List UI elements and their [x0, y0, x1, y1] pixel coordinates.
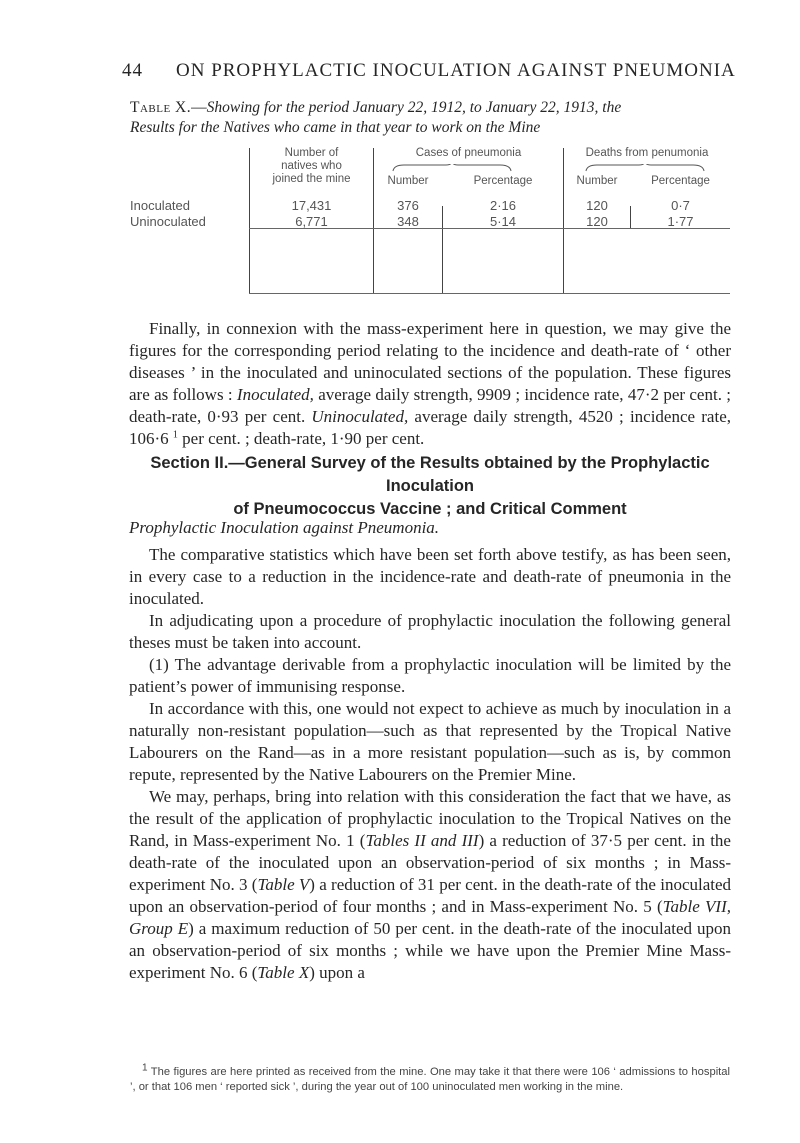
paragraph: (1) The advantage derivable from a prophylactic inoculation will be limited by the patient’s power of immunising response. — [129, 655, 731, 696]
table-cell: 6,771 — [295, 214, 328, 229]
col-group-cases: Cases of pneumonia — [415, 147, 522, 159]
col-group-deaths: Deaths from penumonia — [585, 147, 709, 159]
row-label: Inoculated — [130, 198, 190, 213]
col-header-deaths-number: Number — [576, 175, 618, 187]
paragraph: In accordance with this, one would not expect to achieve as much by inoculation in a naturally non-resistant population—such as that represented by the Tropical Native Labourers on the Rand—as in a more resistant population—such as is, by common repute, represented by the Native Labourers on the Premier Mine. — [129, 699, 731, 784]
paragraph: The comparative statistics which have been set forth above testify, as has been seen, in every case to a reduction in the incidence-rate and death-rate of pneumonia in the inoculated. — [129, 545, 731, 608]
section-heading: Section II.—General Survey of the Results obtained by the Prophylactic Inoculation of Pneumococcus Vaccine ; and Critical Comment — [150, 454, 710, 518]
col-header-joined: Number of natives who joined the mine — [272, 147, 351, 185]
row-label: Uninoculated — [130, 214, 206, 229]
footnote: $^1$ The figures are here printed as received from the mine. One may take it that there were 106 ‘ admissions to hospital ’, or that 106 men ‘ reported sick ’, during the year out of 100 uninoculated men working in the mine. — [130, 1062, 730, 1093]
col-header-cases-number: Number — [387, 175, 429, 187]
table-cell: 120 — [586, 198, 608, 213]
table-label: Table X. — [130, 99, 192, 116]
col-header-deaths-percentage: Percentage — [651, 175, 710, 187]
bottom-rule — [249, 293, 730, 294]
data-table — [130, 148, 730, 294]
caption-line-2: Results for the Natives who came in that year to work on the Mine — [130, 119, 541, 136]
paragraph: We may, perhaps, bring into relation with this consideration the fact that we have, as the result of the application of prophylactic inoculation to the Tropical Natives on the Rand, in Mass-experiment No. 1 (Tables II and III) a reduction of 37·5 per cent. in the death-rate of the inoculated upon an observation-period of six months ; in Mass-experiment No. 3 (Table V) a reduction of 31 per cent. in the death-rate of the inoculated upon an observation-period of four months ; and in Mass-experiment No. 5 (Table VII, Group E) a maximum reduction of 50 per cent. in the death-rate of the inoculated upon an observation-period of six months ; while we have upon the Premier Mine Mass-experiment No. 6 (Table X) upon a — [129, 787, 732, 982]
footnote-mark: 1 — [142, 1062, 148, 1074]
paragraph: In adjudicating upon a procedure of prophylactic inoculation the following general theses must be taken into account. — [129, 611, 731, 652]
page-number: 44 — [122, 60, 143, 81]
table-cell: 17,431 — [291, 198, 332, 213]
table-cell: 1·77 — [667, 214, 694, 229]
caption-line-1: Showing for the period January 22, 1912, to January 22, 1913, the — [206, 99, 622, 116]
subheading: Prophylactic Inoculation against Pneumonia. — [129, 518, 440, 537]
table-caption: Table X.—Showing for the period January 22, 1912, to January 22, 1913, the Results for the Natives who came in that year to work on the Mine — [130, 99, 622, 136]
table-cell: 5·14 — [489, 214, 517, 229]
paragraph-finally: Finally, in connexion with the mass-experiment here in question, we may give the figures for the corresponding period relating to the incidence and death-rate of ‘ other diseases ’ in the inoculated and uninoculated sections of the population. These figures are as follows : Inoculated, average daily strength, 9909 ; incidence rate, 47·2 per cent. ; death-rate, 0·93 per cent. Uninoculated, average daily strength, 4520 ; incidence rate, 106·6 $^1$ per cent. ; death-rate, 1·90 per cent. — [129, 319, 731, 448]
brace-icon — [585, 164, 705, 172]
table-cell: 0·7 — [671, 198, 690, 213]
table-cell: 120 — [586, 214, 608, 229]
table-cell: 2·16 — [489, 198, 517, 213]
brace-icon — [392, 164, 512, 172]
col-header-cases-percentage: Percentage — [473, 175, 533, 187]
footnote-reference: 1 — [172, 429, 178, 441]
table-cell: 348 — [397, 214, 419, 229]
main-text — [129, 544, 731, 984]
running-title: ON PROPHYLACTIC INOCULATION AGAINST PNEUMONIA — [176, 60, 736, 81]
table-cell: 376 — [397, 198, 419, 213]
